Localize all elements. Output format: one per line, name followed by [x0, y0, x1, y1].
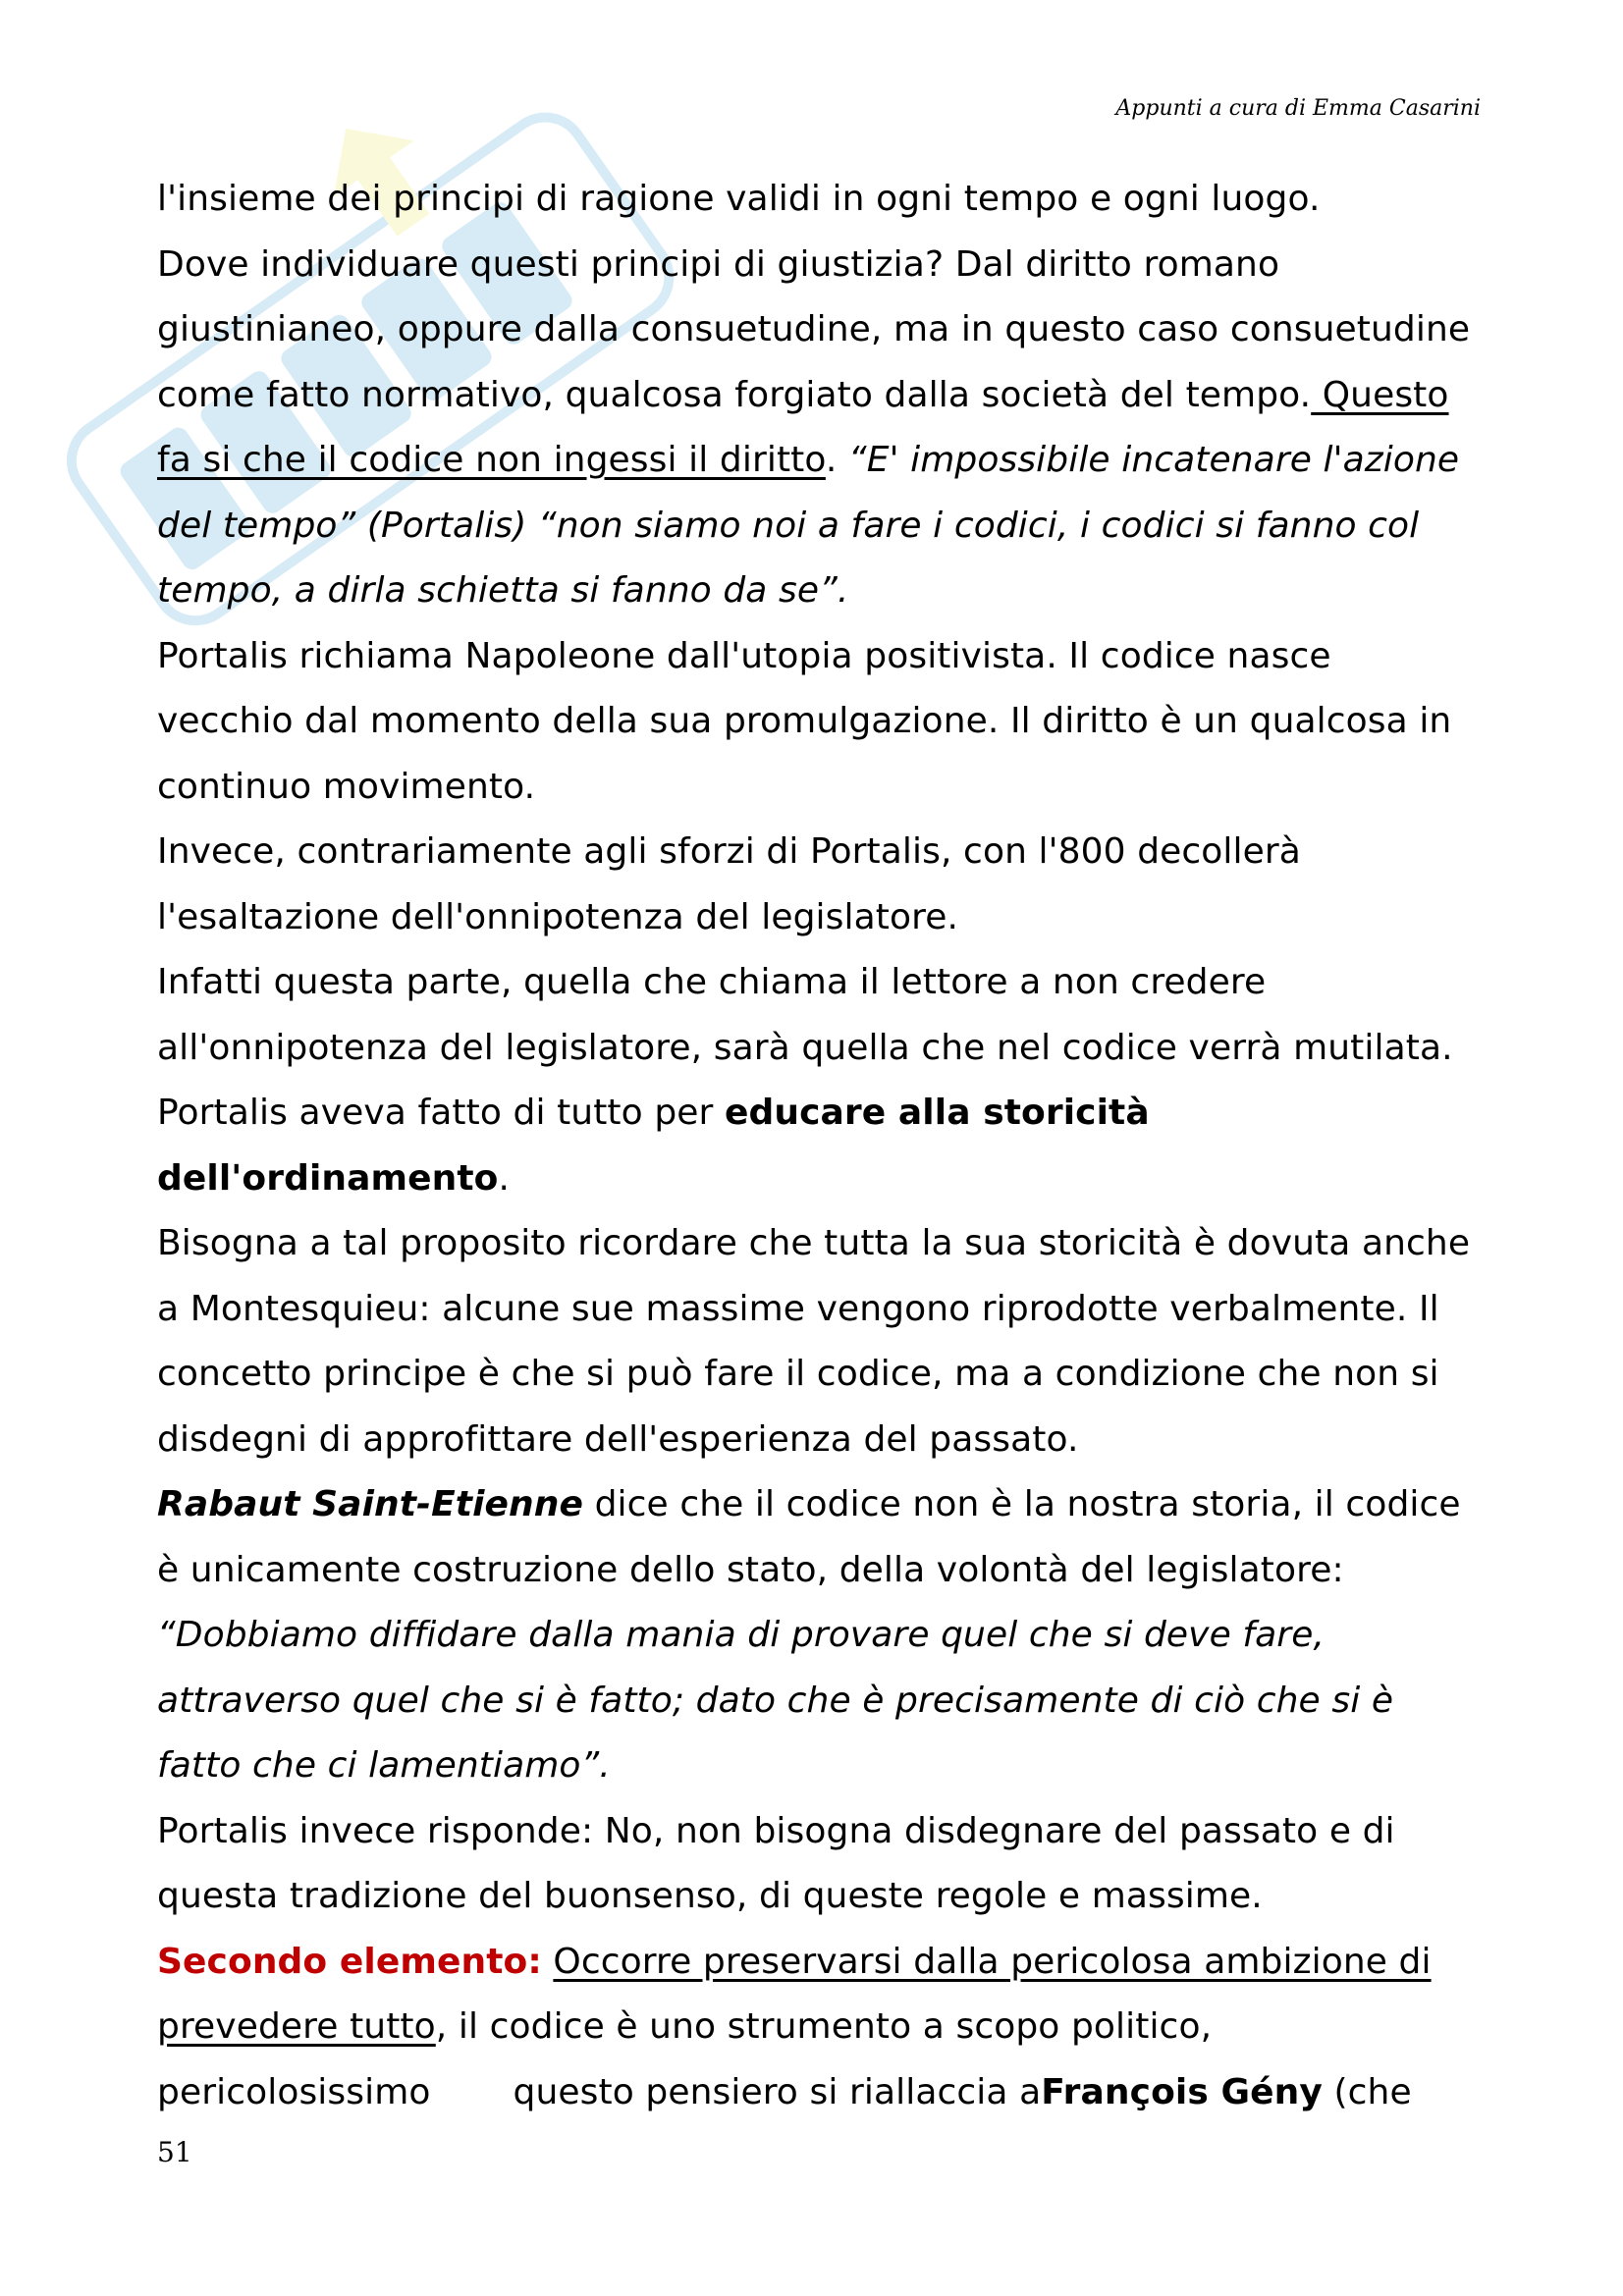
text-segment: , il codice è uno strumento a scopo politico,	[435, 2006, 1213, 2047]
text-segment: Secondo elemento:	[157, 1941, 542, 1982]
text-line	[157, 1081, 1492, 1147]
text-segment: Portalis aveva fatto di tutto per	[157, 1093, 725, 1133]
text-line	[157, 950, 1492, 1016]
text-line	[157, 1211, 1492, 1277]
text-line	[157, 1342, 1492, 1408]
text-line	[157, 428, 1492, 494]
text-segment: fa si che il codice non ingessi il diritto	[157, 440, 826, 480]
text-line	[157, 233, 1492, 298]
text-segment: fatto che ci lamentiamo”.	[157, 1745, 611, 1786]
text-line	[157, 1995, 1492, 2060]
text-segment: all'onnipotenza del legislatore, sarà quella che nel codice verrà mutilata.	[157, 1027, 1453, 1068]
text-segment: disdegni di approfittare dell'esperienza del passato.	[157, 1418, 1079, 1460]
text-line	[157, 167, 1492, 233]
text-segment: Infatti questa parte, quella che chiama il lettore a non credere	[157, 962, 1267, 1002]
document-body	[157, 167, 1492, 2125]
text-segment: Portalis invece risponde: No, non bisogna disdegnare del passato e di	[157, 1810, 1395, 1851]
text-segment: concetto principe è che si può fare il codice, ma a condizione che non si	[157, 1354, 1439, 1394]
text-line	[157, 624, 1492, 690]
page-number: 51	[157, 2136, 192, 2168]
text-segment: prevedere tutto	[157, 2006, 436, 2047]
text-segment: Occorre preservarsi dalla pericolosa ambizione di	[553, 1941, 1432, 1982]
text-line	[157, 885, 1492, 951]
text-line	[157, 1799, 1492, 1865]
text-segment: del tempo” (Portalis) “non siamo noi a fare i codici, i codici si fanno col	[157, 505, 1420, 546]
text-segment: Bisogna a tal proposito ricordare che tutta la sua storicità è dovuta anche	[157, 1223, 1471, 1263]
text-line	[157, 1472, 1492, 1538]
text-line	[157, 1603, 1492, 1669]
text-line	[157, 494, 1492, 560]
text-segment: è unicamente costruzione dello stato, della volontà del legislatore:	[157, 1549, 1344, 1590]
text-line	[157, 559, 1492, 624]
text-segment: tempo, a dirla schietta si fanno da se”.	[157, 570, 849, 611]
text-line	[157, 1147, 1492, 1212]
text-line	[157, 1734, 1492, 1799]
text-segment: dell'ordinamento	[157, 1157, 499, 1199]
text-segment: François Gény	[1041, 2071, 1323, 2112]
text-line	[157, 820, 1492, 885]
text-segment: “Dobbiamo diffidare dalla mania di provare quel che si deve fare,	[157, 1615, 1325, 1655]
text-segment: .	[498, 1157, 511, 1199]
text-segment: dice che il codice non è la nostra storia, il codice	[583, 1484, 1461, 1524]
text-line	[157, 1669, 1492, 1735]
text-segment: Invece, contrariamente agli sforzi di Portalis, con l'800 decollerà	[157, 831, 1301, 872]
text-line	[157, 297, 1492, 363]
text-segment: Questo	[1311, 374, 1449, 415]
text-line	[157, 1277, 1492, 1343]
text-segment: l'esaltazione dell'onnipotenza del legislatore.	[157, 896, 959, 937]
text-segment: a Montesquieu: alcune sue massime vengono riprodotte verbalmente. Il	[157, 1288, 1439, 1329]
text-line	[157, 1864, 1492, 1930]
text-segment: pericolosissimo	[157, 2071, 431, 2112]
text-segment: giustinianeo, oppure dalla consuetudine, ma in questo caso consuetudine	[157, 309, 1471, 349]
text-segment: “E' impossibile incatenare l'azione	[847, 440, 1460, 480]
text-line	[157, 1538, 1492, 1604]
text-line	[157, 689, 1492, 755]
text-line	[157, 2060, 1492, 2126]
text-segment: l'insieme dei principi di ragione validi in ogni tempo e ogni luogo.	[157, 179, 1321, 219]
text-segment: continuo movimento.	[157, 766, 536, 807]
text-segment: questo pensiero si riallaccia a	[513, 2071, 1042, 2112]
text-line	[157, 1408, 1492, 1473]
text-segment: .	[825, 440, 848, 480]
text-line	[157, 1930, 1492, 1996]
text-segment: questa tradizione del buonsenso, di queste regole e massime.	[157, 1876, 1263, 1916]
text-line	[157, 363, 1492, 429]
text-segment: educare alla storicità	[724, 1093, 1150, 1133]
text-segment: Portalis richiama Napoleone dall'utopia positivista. Il codice nasce	[157, 635, 1331, 676]
text-segment: Dove individuare questi principi di giustizia? Dal diritto romano	[157, 243, 1280, 285]
text-segment: attraverso quel che si è fatto; dato che è precisamente di ciò che si è	[157, 1680, 1394, 1721]
text-segment: vecchio dal momento della sua promulgazione. Il diritto è un qualcosa in	[157, 701, 1452, 741]
text-segment	[542, 1942, 554, 1982]
text-segment: (che	[1322, 2071, 1412, 2112]
text-segment: come fatto normativo, qualcosa forgiato dalla società del tempo.	[157, 374, 1312, 415]
text-line	[157, 1016, 1492, 1082]
text-segment: Rabaut Saint-Etienne	[157, 1484, 584, 1524]
text-line	[157, 755, 1492, 821]
running-header: Appunti a cura di Emma Casarini	[1115, 96, 1481, 121]
